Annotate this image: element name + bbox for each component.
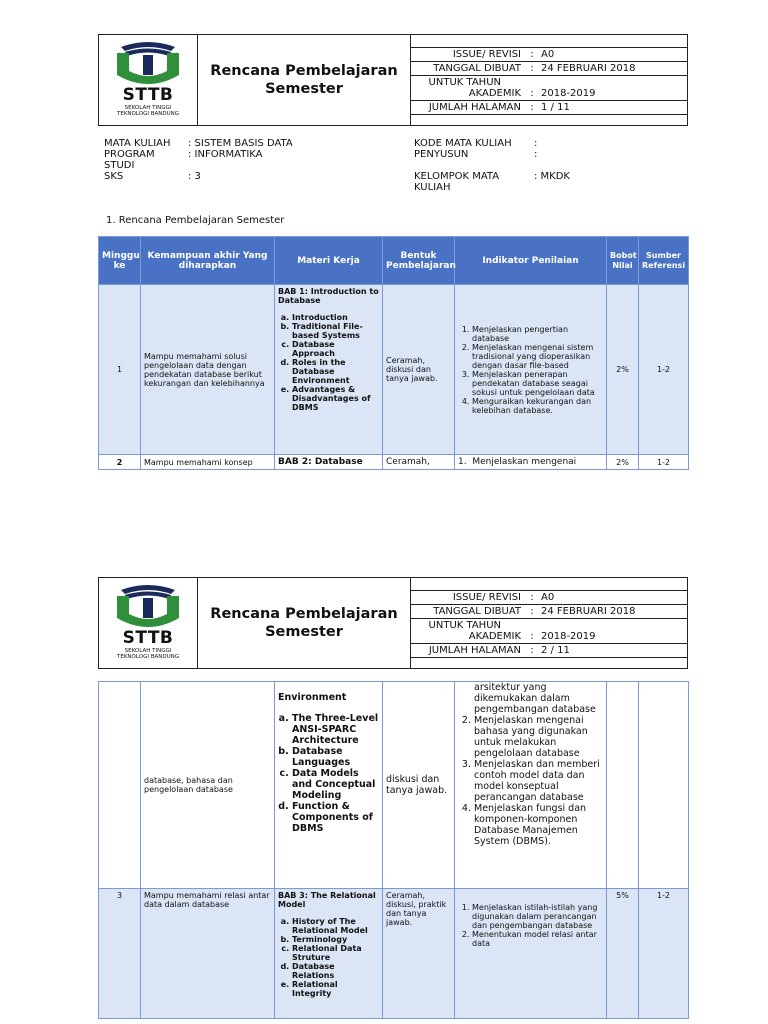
sumber-cell: 1-2 bbox=[639, 889, 689, 1019]
materi-cell: BAB 2: Database bbox=[275, 455, 383, 470]
issue-label: ISSUE/ REVISI bbox=[452, 49, 521, 60]
sttb-logo bbox=[99, 35, 198, 125]
document-title: Rencana Pembelajaran Semester bbox=[198, 578, 411, 668]
table-row bbox=[99, 682, 689, 889]
materi-cell bbox=[275, 285, 383, 455]
course-info-left bbox=[104, 138, 404, 182]
indikator-cell bbox=[455, 285, 607, 455]
week-cell: 1 bbox=[99, 285, 141, 455]
rps-table-page-1 bbox=[98, 236, 689, 470]
date-value: 24 FEBRUARI 2018 bbox=[541, 63, 636, 74]
header-indikator: Indikator Penilaian bbox=[455, 237, 607, 285]
list-item: b. Terminology bbox=[292, 935, 379, 944]
sks-value: : 3 bbox=[188, 171, 201, 182]
year-label-1: UNTUK TAHUN bbox=[428, 620, 501, 631]
document-info: ISSUE/ REVISI : A0 TANGGAL DIBUAT : 24 FEBRUARI 2018 UNTUK TAHUN AKADEMIK : 2018-2019 JUMLAH HALAMAN : 1 / 11 bbox=[411, 35, 687, 125]
list-item: b. Database Languages bbox=[292, 746, 379, 768]
issue-value: A0 bbox=[541, 49, 555, 60]
kelompok-label-1: KELOMPOK MATA bbox=[414, 171, 500, 182]
issue-value: A0 bbox=[541, 592, 555, 603]
pages-value: 1 / 11 bbox=[541, 102, 570, 113]
document-header-page-1 bbox=[98, 34, 688, 126]
sks-label: SKS bbox=[104, 171, 124, 182]
table-row bbox=[99, 285, 689, 455]
logo-text: STTB bbox=[122, 85, 174, 105]
list-item: 2. Menjelaskan mengenai bahasa yang digunakan untuk melakukan pengelolaan database bbox=[474, 715, 603, 759]
list-item: 2. Menjelaskan mengenai sistem tradisional yang dioperasikan dengan dasar file-based bbox=[472, 343, 603, 370]
materi-list bbox=[278, 313, 379, 412]
indikator-list bbox=[458, 903, 603, 948]
materi-title: Environment bbox=[278, 692, 347, 703]
date-label: TANGGAL DIBUAT bbox=[433, 606, 521, 617]
list-item: d. Database Relations bbox=[292, 962, 379, 980]
indikator-cell bbox=[455, 889, 607, 1019]
header-ability: Kemampuan akhir Yang diharapkan bbox=[141, 237, 275, 285]
sumber-cell bbox=[639, 682, 689, 889]
list-item: a. Introduction bbox=[292, 313, 379, 322]
document-title: Rencana Pembelajaran Semester bbox=[198, 35, 411, 125]
sttb-logo bbox=[99, 578, 198, 668]
logo-subtitle: SEKOLAH TINGGI TEKNOLOGI BANDUNG bbox=[116, 105, 179, 117]
list-item: e. Relational Integrity bbox=[292, 980, 379, 998]
issue-label: ISSUE/ REVISI bbox=[452, 592, 521, 603]
header-bobot: Bobot Nilai bbox=[607, 237, 639, 285]
materi-list bbox=[278, 713, 379, 834]
penyusun-label: PENYUSUN bbox=[414, 149, 469, 160]
ability-cell: Mampu memahami solusi pengelolaan data dengan pendekatan database berikut kekurangan dan kelebihannya bbox=[141, 285, 275, 455]
header-bentuk: Bentuk Pembelajaran bbox=[383, 237, 455, 285]
sumber-cell: 1-2 bbox=[639, 455, 689, 470]
course-info-right bbox=[414, 138, 674, 193]
page-break bbox=[0, 470, 768, 580]
pages-label: JUMLAH HALAMAN bbox=[428, 102, 521, 113]
year-label-1: UNTUK TAHUN bbox=[428, 77, 501, 88]
indikator-cell: 1. Menjelaskan mengenai bbox=[455, 455, 607, 470]
year-label-2: AKADEMIK bbox=[468, 631, 521, 642]
list-item: 1. Menjelaskan pengertian database bbox=[472, 325, 603, 343]
list-item: d. Roles in the Database Environment bbox=[292, 358, 379, 385]
list-item: 1. Menjelaskan istilah-istilah yang digunakan dalam perancangan dan pengembangan database bbox=[472, 903, 603, 930]
table-row bbox=[99, 889, 689, 1019]
bobot-cell: 5% bbox=[607, 889, 639, 1019]
mk-label: MATA KULIAH bbox=[104, 138, 171, 149]
materi-cell bbox=[275, 682, 383, 889]
header-sumber: Sumber Referensi bbox=[639, 237, 689, 285]
list-item: c. Relational Data Struture bbox=[292, 944, 379, 962]
year-label-2: AKADEMIK bbox=[468, 88, 521, 99]
sumber-cell: 1-2 bbox=[639, 285, 689, 455]
mk-value: : SISTEM BASIS DATA bbox=[188, 138, 293, 149]
week-cell: 2 bbox=[99, 455, 141, 470]
materi-cell bbox=[275, 889, 383, 1019]
indikator-cell bbox=[455, 682, 607, 889]
indikator-list bbox=[458, 325, 603, 415]
list-item: e. Advantages & Disadvantages of DBMS bbox=[292, 385, 379, 412]
list-item: 2. Menentukan model relasi antar data bbox=[472, 930, 603, 948]
kode-label: KODE MATA KULIAH bbox=[414, 138, 512, 149]
bobot-cell bbox=[607, 682, 639, 889]
indikator-list bbox=[458, 715, 603, 847]
week-cell: 3 bbox=[99, 889, 141, 1019]
list-item: c. Database Approach bbox=[292, 340, 379, 358]
materi-title: BAB 1: Introduction to Database bbox=[278, 287, 379, 305]
prodi-label-2: STUDI bbox=[104, 160, 135, 171]
list-item: a. The Three-Level ANSI-SPARC Architecture bbox=[292, 713, 379, 746]
header-materi: Materi Kerja bbox=[275, 237, 383, 285]
penyusun-value: : bbox=[534, 149, 538, 160]
pages-label: JUMLAH HALAMAN bbox=[428, 645, 521, 656]
bobot-cell: 2% bbox=[607, 285, 639, 455]
materi-title: BAB 3: The Relational Model bbox=[278, 891, 376, 909]
date-label: TANGGAL DIBUAT bbox=[433, 63, 521, 74]
sttb-emblem-icon bbox=[99, 37, 197, 89]
list-item: 3. Menjelaskan dan memberi contoh model data dan model konseptual perancangan database bbox=[474, 759, 603, 803]
document-info: ISSUE/ REVISI : A0 TANGGAL DIBUAT : 24 FEBRUARI 2018 UNTUK TAHUN AKADEMIK : 2018-2019 JUMLAH HALAMAN : 2 / 11 bbox=[411, 578, 687, 668]
kelompok-label-2: KULIAH bbox=[414, 182, 451, 193]
week-cell bbox=[99, 682, 141, 889]
indikator-text: Menjelaskan mengenai bbox=[472, 457, 577, 467]
sttb-emblem-icon bbox=[99, 580, 197, 632]
kode-value: : bbox=[534, 138, 538, 149]
date-value: 24 FEBRUARI 2018 bbox=[541, 606, 636, 617]
bentuk-cell: Ceramah, diskusi, praktik dan tanya jawab. bbox=[383, 889, 455, 1019]
kelompok-value: : MKDK bbox=[534, 171, 570, 182]
list-item: a. History of The Relational Model bbox=[292, 917, 379, 935]
logo-text: STTB bbox=[122, 628, 174, 648]
prodi-label-1: PROGRAM bbox=[104, 149, 155, 160]
year-value: 2018-2019 bbox=[541, 631, 596, 642]
ability-cell: Mampu memahami konsep bbox=[141, 455, 275, 470]
table-row bbox=[99, 455, 689, 470]
list-item: b. Traditional File-based Systems bbox=[292, 322, 379, 340]
bentuk-cell: diskusi dan tanya jawab. bbox=[383, 682, 455, 889]
bentuk-cell: Ceramah, bbox=[383, 455, 455, 470]
list-item: d. Function & Components of DBMS bbox=[292, 801, 379, 834]
header-week: Minggu ke bbox=[99, 237, 141, 285]
list-item: 4. Menguraikan kekurangan dan kelebihan database. bbox=[472, 397, 603, 415]
ability-cell: database, bahasa dan pengelolaan database bbox=[141, 682, 275, 889]
year-value: 2018-2019 bbox=[541, 88, 596, 99]
list-item: 3. Menjelaskan penerapan pendekatan database seagai sokusi untuk pengelolaan data bbox=[472, 370, 603, 397]
list-item: c. Data Models and Conceptual Modeling bbox=[292, 768, 379, 801]
document-header-page-2 bbox=[98, 577, 688, 669]
bentuk-cell: Ceramah, diskusi dan tanya jawab. bbox=[383, 285, 455, 455]
bobot-cell: 2% bbox=[607, 455, 639, 470]
section-title: 1. Rencana Pembelajaran Semester bbox=[106, 215, 285, 226]
materi-list bbox=[278, 917, 379, 998]
logo-subtitle: SEKOLAH TINGGI TEKNOLOGI BANDUNG bbox=[116, 648, 179, 660]
rps-table-page-2 bbox=[98, 681, 689, 1019]
ability-cell: Mampu memahami relasi antar data dalam database bbox=[141, 889, 275, 1019]
list-item: 4. Menjelaskan fungsi dan komponen-komponen Database Manajemen System (DBMS). bbox=[474, 803, 603, 847]
indikator-continued: arsitektur yang dikemukakan dalam pengembangan database bbox=[474, 682, 596, 715]
pages-value: 2 / 11 bbox=[541, 645, 570, 656]
prodi-value: : INFORMATIKA bbox=[188, 149, 263, 160]
